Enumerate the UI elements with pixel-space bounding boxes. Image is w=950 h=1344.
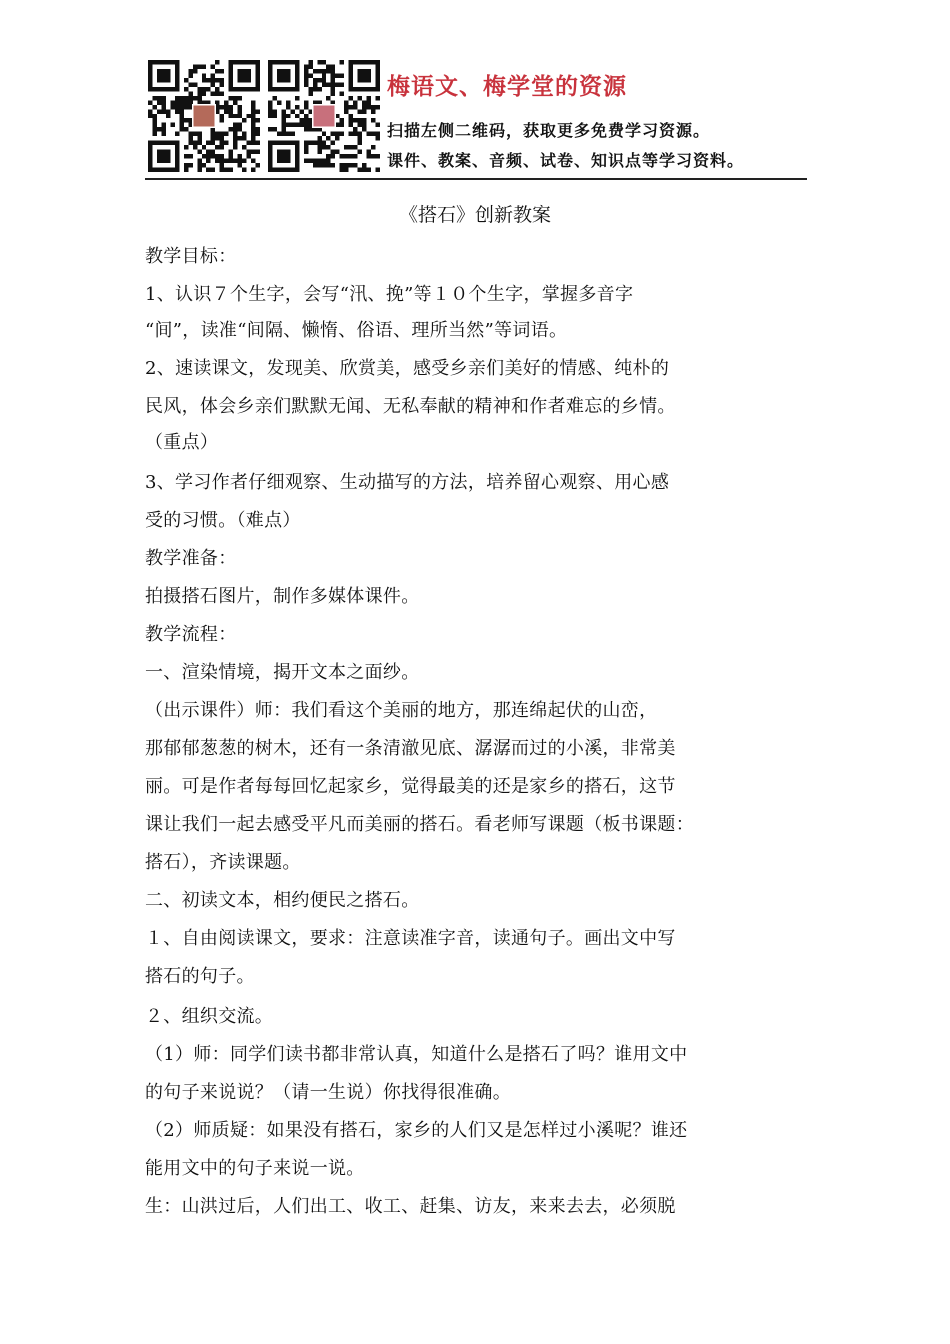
- body-line: 2、速读课文，发现美、欣赏美，感受乡亲们美好的情感、纯朴的: [145, 358, 670, 379]
- header-divider: [145, 178, 807, 180]
- body-line: １、自由阅读课文，要求：注意读准字音，读通句子。画出文中写: [145, 928, 676, 949]
- body-line: 生：山洪过后，人们出工、收工、赶集、访友，来来去去，必须脱: [145, 1196, 676, 1217]
- body-line: 3、学习作者仔细观察、生动描写的方法，培养留心观察、用心感: [145, 472, 670, 493]
- brand-title: 梅语文、梅学堂的资源: [387, 74, 627, 100]
- body-line: 教学准备：: [145, 548, 237, 569]
- body-line: 搭石的句子。: [145, 966, 255, 987]
- body-line: （2）师质疑：如果没有搭石，家乡的人们又是怎样过小溪呢？谁还: [145, 1120, 688, 1141]
- document-title: 《搭石》创新教案: [398, 204, 551, 226]
- body-line: 民风，体会乡亲们默默无闻、无私奉献的精神和作者难忘的乡情。: [145, 396, 676, 417]
- body-line: 的句子来说说？（请一生说）你找得很准确。: [145, 1082, 511, 1103]
- body-line: 搭石），齐读课题。: [145, 852, 301, 873]
- brand-resources-line: 课件、教案、音频、试卷、知识点等学习资料。: [387, 151, 745, 170]
- body-line: （出示课件）师：我们看这个美丽的地方，那连绵起伏的山峦，: [145, 700, 658, 721]
- qr-code-icon[interactable]: [148, 60, 260, 172]
- body-line: 能用文中的句子来说一说。: [145, 1158, 365, 1179]
- body-line: （重点）: [145, 432, 219, 453]
- body-line: 课让我们一起去感受平凡而美丽的搭石。看老师写课题（板书课题：: [145, 814, 694, 835]
- body-line: 丽。可是作者每每回忆起家乡，觉得最美的还是家乡的搭石，这节: [145, 776, 676, 797]
- qr-code-icon[interactable]: [268, 60, 380, 172]
- brand-tagline: 扫描左侧二维码，获取更多免费学习资源。: [387, 121, 711, 140]
- resource-header: [145, 60, 807, 176]
- body-line: 拍摄搭石图片，制作多媒体课件。: [145, 586, 420, 607]
- body-line: （1）师：同学们读书都非常认真，知道什么是搭石了吗？谁用文中: [145, 1044, 688, 1065]
- body-line: 受的习惯。（难点）: [145, 510, 301, 531]
- body-line: 教学目标：: [145, 246, 237, 267]
- body-line: 1、认识７个生字，会写“汛、挽”等１０个生字，掌握多音字: [145, 284, 634, 305]
- body-line: 二、初读文本，相约便民之搭石。: [145, 890, 420, 911]
- body-line: “间”，读准“间隔、懒惰、俗语、理所当然”等词语。: [145, 320, 568, 341]
- body-line: ２、组织交流。: [145, 1006, 274, 1027]
- body-line: 一、渲染情境，揭开文本之面纱。: [145, 662, 420, 683]
- body-line: 那郁郁葱葱的树木，还有一条清澈见底、潺潺而过的小溪，非常美: [145, 738, 676, 759]
- body-line: 教学流程：: [145, 624, 237, 645]
